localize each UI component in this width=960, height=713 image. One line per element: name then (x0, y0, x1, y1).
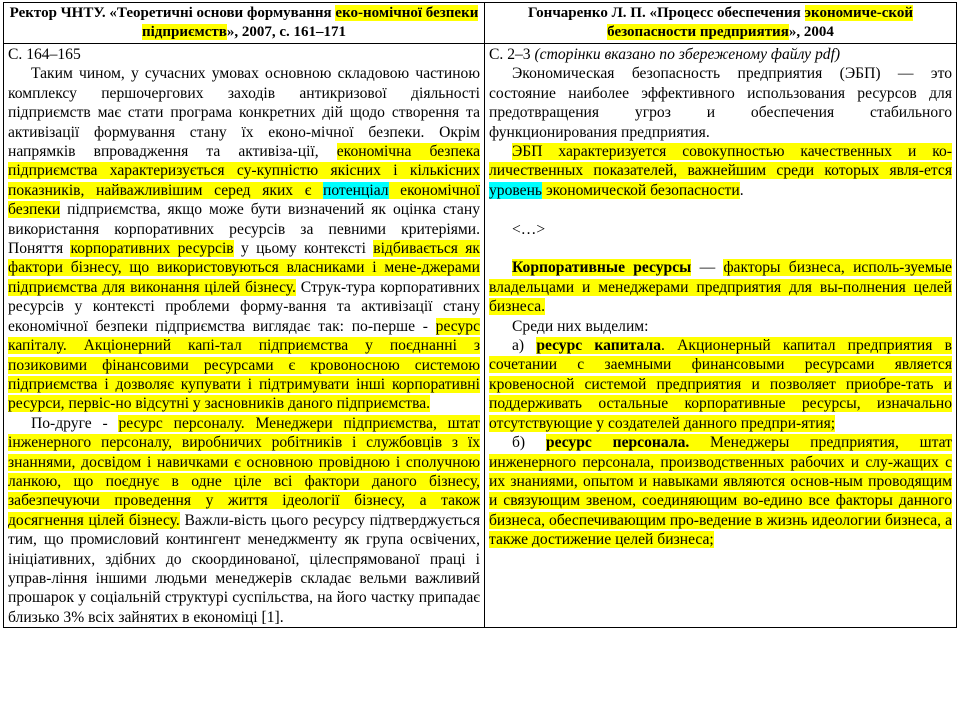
highlight-run: економічна безпека підприємства характеризується су-купністю якісних і кількісних показників, найважливішим серед яких є (8, 143, 480, 199)
right-paragraph-2 (489, 142, 952, 200)
right-paragraph-6 (489, 433, 952, 549)
text-run: Таким чином, у сучасних умовах основною складовою частиною комплексу першочергових заходів антикризової діяльності підприємств має стати програма конкретних дій щодо створення та активізації формування стану їх еконо-мічної безпеки. Окрім напрямків впровадження та активіза-ції, (8, 65, 480, 161)
bold-highlight-run: Корпоративные ресурсы (512, 259, 692, 277)
header-left-highlight: еко-номічної безпеки підприємств (141, 5, 479, 40)
spacer (489, 200, 952, 219)
highlight-run: відбивається як фактори бізнесу, що використовуються власниками і мене-джерами підприємства для виконання цілей бізнесу. (8, 240, 480, 296)
header-right-rest: », 2004 (788, 24, 834, 40)
right-paragraph-4: Среди них выделим: (512, 317, 649, 335)
highlight-run: . Акционерный капитал предприятия в сочетании с заемными финансовыми ресурсами является кровеносной системой предприятия и позволяет приобре-тать и поддерживать остальные корпоративные ресурсы, изначально отсутствующие у создателей данного предпри-ятия; (489, 337, 952, 432)
page-note: (сторінки вказано по збереженому файлу pdf) (530, 46, 841, 63)
header-right-highlight: экономиче-ской безопасности предприятия (607, 5, 914, 40)
header-right (485, 3, 957, 44)
text-run: — (691, 259, 724, 277)
right-paragraph-3 (489, 258, 952, 316)
highlight-run: ЭБП характеризуется совокупностью качественных и ко-личественных показателей, важнейшим среди которых явля-ется (489, 143, 952, 180)
left-page-ref: С. 164–165 (8, 46, 81, 63)
key-term-highlight: потенціал (323, 181, 389, 199)
text-run: підприємства, якщо може бути визначений як оцінка стану використання корпоративних ресурсів за певними критеріями. Поняття (8, 201, 480, 258)
highlight-run: факторы бизнеса, исполь-зуемые владельцами и менеджерами предприятия для вы-полнения целей бизнеса. (489, 259, 952, 316)
left-column (4, 44, 485, 628)
right-column (485, 44, 957, 628)
text-run: По-друге - (31, 414, 119, 432)
text-run: Важли-вість цього ресурсу підтверджується тим, що промисловий контингент менеджменту як група освічених, ініціативних, здібних до скоординованої, цілеспрямованої праці і управ-ління іншими людьми менеджерів складає вельми важливий прошарок у соціальній структурі суспільства, на його частку припадає близько 3% всіх зайнятих в економіці [1]. (8, 511, 480, 626)
highlight-run: ресурс персоналу. Менеджери підприємства, штат інженерного персоналу, виробничих робітників і службовців з їх знаннями, досвідом і навичками є основною провідною і сполучною ланкою, що поєднує в одне ціле всі фактори даного бізнесу, забезпечуючи проведення у життя ідеології бізнесу, а також досягнення цілей бізнесу. (8, 414, 480, 529)
right-page-ref (489, 45, 952, 64)
text-run: б) (512, 434, 546, 452)
highlight-run: Менеджеры предприятия, штат инженерного персонала, производственных рабочих и слу-жащих с их знаниями, опытом и навыками являются основ-ным проводящим и связующим звеном, соединяющим во-едино все факторы данного бизнеса, обеспечивающим про-ведение в жизнь идеологии бизнеса, а также достижение целей бизнеса; (489, 434, 952, 549)
comparison-table (3, 2, 957, 628)
text-run: Струк-тура корпоративних ресурсів у контексті проблеми форму-вання та активізації стану економічної безпеки підприємства виглядає так: по-перше - (8, 278, 481, 335)
page-ref-text: С. 2–3 (489, 46, 531, 63)
right-paragraph-5 (489, 336, 952, 433)
content-row (4, 44, 957, 628)
text-run: у цьому контексті (233, 240, 374, 258)
highlight-run: економічної безпеки (8, 181, 481, 219)
header-left-rest: », 2007, с. 161–171 (226, 24, 347, 40)
text-run: . (739, 181, 744, 199)
highlight-run: ресурс капіталу. Акціонерний капі-тал підприємства у поєднанні з позиковими фінансовими ресурсами є кровоносною системою підприємства і дозволяє купувати і підтримувати інші корпоративні ресурси, первіс-но відсутні у засновників даного підприємства. (8, 317, 480, 413)
header-left-text: Ректор ЧНТУ. «Теоретичні основи формування (9, 5, 336, 21)
text-run: а) (512, 337, 537, 355)
highlight-run: экономической безопасности (542, 181, 740, 199)
header-left (4, 3, 485, 44)
header-right-text: Гончаренко Л. П. «Процесс обеспечения (527, 5, 805, 21)
key-term-highlight: уровень (489, 181, 543, 199)
right-paragraph-1: Экономическая безопасность предприятия (ЭБП) — это состояние наиболее эффективного использования ресурсов для предотвращения угроз и обеспечения стабильного функционирования предприятия. (489, 65, 952, 141)
bold-highlight-run: ресурс капитала (536, 337, 662, 355)
spacer (489, 239, 952, 258)
ellipsis: <…> (512, 220, 546, 238)
header-row (4, 3, 957, 44)
bold-highlight-run: ресурс персонала. (545, 434, 690, 452)
left-paragraph-2 (8, 414, 480, 627)
highlight-run: корпоративних ресурсів (70, 240, 234, 258)
left-paragraph-1 (8, 64, 480, 413)
